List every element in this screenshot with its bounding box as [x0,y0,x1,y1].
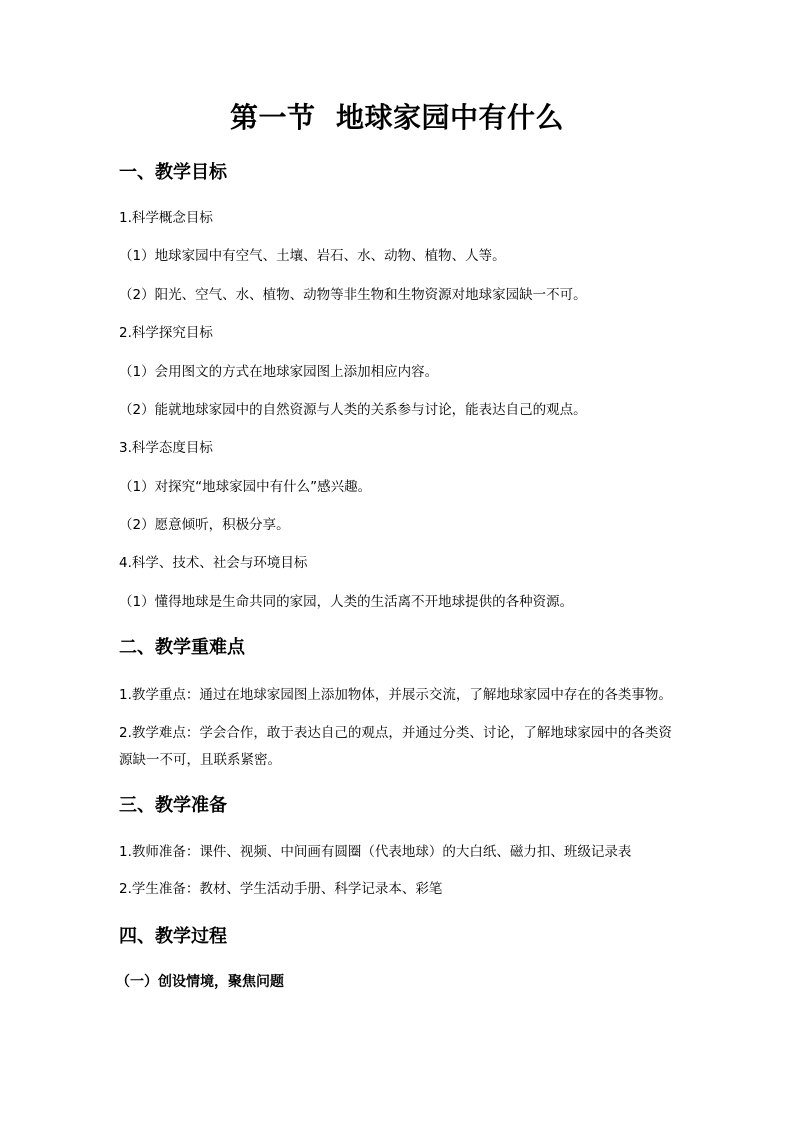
goal-concept-heading: 1.科学概念目标 [119,210,213,226]
goal-attitude-item-1: （1）对探究“地球家园中有什么”感兴趣。 [119,479,372,495]
difficult-point-paragraph: 2.教学难点：学会合作，敢于表达自己的观点，并通过分类、讨论，了解地球家园中的各类资源缺一不可，且联系紧密。 [119,725,672,768]
goal-attitude-item-2: （2）愿意倾听，积极分享。 [119,517,290,533]
teacher-preparation: 1.教师准备：课件、视频、中间画有圆圈（代表地球）的大白纸、磁力扣、班级记录表 [119,844,632,860]
goal-inquiry-heading: 2.科学探究目标 [119,325,213,341]
process-subheading-1: （一）创设情境，聚焦问题 [116,974,284,990]
goal-stse-heading: 4.科学、技术、社会与环境目标 [119,555,308,571]
goal-concept-item-1: （1）地球家园中有空气、土壤、岩石、水、动物、植物、人等。 [119,248,506,264]
section-heading-teaching-goals: 一、教学目标 [119,162,227,183]
section-heading-process: 四、教学过程 [119,926,227,947]
section-heading-preparation: 三、教学准备 [119,795,227,816]
goal-inquiry-item-1: （1）会用图文的方式在地球家园图上添加相应内容。 [119,364,439,380]
section-heading-key-points: 二、教学重难点 [119,637,245,658]
goal-inquiry-item-2: （2）能就地球家园中的自然资源与人类的关系参与讨论，能表达自己的观点。 [119,402,587,418]
page-title: 第一节 地球家园中有什么 [230,101,564,134]
key-point-paragraph: 1.教学重点：通过在地球家园图上添加物体，并展示交流，了解地球家园中存在的各类事物。 [119,687,672,703]
goal-stse-item-1: （1）懂得地球是生命共同的家园，人类的生活离不开地球提供的各种资源。 [119,594,574,610]
goal-attitude-heading: 3.科学态度目标 [119,440,213,456]
student-preparation: 2.学生准备：教材、学生活动手册、科学记录本、彩笔 [119,881,443,897]
goal-concept-item-2: （2）阳光、空气、水、植物、动物等非生物和生物资源对地球家园缺一不可。 [119,287,587,303]
